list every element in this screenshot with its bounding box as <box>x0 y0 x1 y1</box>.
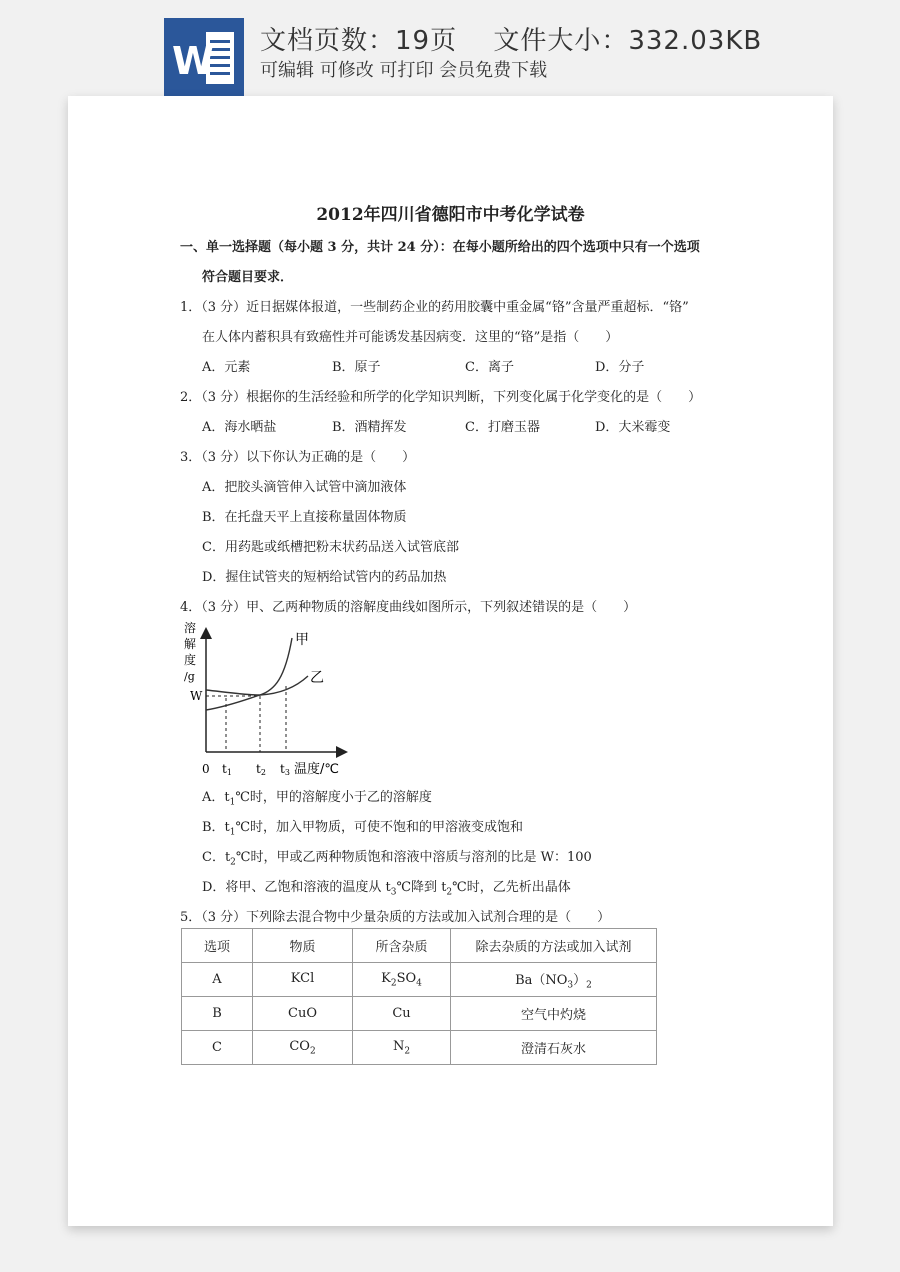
header-method: 除去杂质的方法或加入试剂 <box>451 929 657 963</box>
q2-option-d: D．大米霉变 <box>595 420 671 435</box>
x-tick-t1: t1 <box>222 762 232 777</box>
cell-method: $Ba(NO_3)_2$ <box>451 963 657 997</box>
cell-substance: KCl <box>253 963 353 997</box>
cell-impurity: $K_2SO_4$ <box>353 963 451 997</box>
cell-substance: CuO <box>253 997 353 1031</box>
y-axis-label-3: 度 <box>184 653 197 667</box>
header-subtitle: 可编辑 可修改 可打印 会员免费下载 <box>260 60 548 81</box>
header-title: 文档页数：19页 文件大小：332.03KB <box>260 26 763 56</box>
document-page <box>68 96 833 1226</box>
word-document-icon <box>164 18 244 98</box>
cell-impurity: Cu <box>353 997 451 1031</box>
header-substance: 物质 <box>253 929 353 963</box>
cell-method: 空气中灼烧 <box>451 997 657 1031</box>
q4-option-c: C．$t_2℃$时，甲或乙两种物质饱和溶液中溶质与溶剂的比是 W：100 <box>202 850 592 868</box>
svg-text:W: W <box>172 39 214 83</box>
series-jia-label: 甲 <box>295 632 309 648</box>
q1-option-d: D．分子 <box>595 360 645 375</box>
q3-option-d: D．握住试管夹的短柄给试管内的药品加热 <box>202 570 447 585</box>
header-banner <box>0 0 900 100</box>
q1-option-c: C．离子 <box>465 360 514 375</box>
q3-option-a: A．把胶头滴管伸入试管中滴加液体 <box>202 480 407 495</box>
x-tick-t2: t2 <box>256 762 266 777</box>
header-impurity: 所含杂质 <box>353 929 451 963</box>
q4-option-a: A．$t_1℃$时，甲的溶解度小于乙的溶解度 <box>202 790 432 808</box>
y-tick-w: W <box>190 689 203 703</box>
table-row <box>182 997 657 1031</box>
table-row <box>182 1031 657 1065</box>
solubility-chart <box>180 618 360 778</box>
x-tick-t3: t3 <box>280 762 290 777</box>
series-yi-curve <box>206 676 308 695</box>
series-yi-label: 乙 <box>310 670 324 686</box>
q1-option-b: B．原子 <box>332 360 381 375</box>
question-4: 4．（3 分）甲、乙两种物质的溶解度曲线如图所示，下列叙述错误的是（ ） <box>180 600 637 615</box>
y-axis-label-4: /g <box>184 670 195 683</box>
cell-substance: $CO_2$ <box>253 1031 353 1065</box>
document-title: 2012年四川省德阳市中考化学试卷 <box>316 205 585 225</box>
cell-option: A <box>182 963 253 997</box>
q2-option-c: C．打磨玉器 <box>465 420 540 435</box>
impurity-table <box>181 928 657 1065</box>
q4-option-b: B．$t_1℃$时，加入甲物质，可使不饱和的甲溶液变成饱和 <box>202 820 524 838</box>
header-option: 选项 <box>182 929 253 963</box>
x-axis-label: 温度/℃ <box>294 762 339 777</box>
x-origin-label: 0 <box>202 762 210 776</box>
question-3: 3．（3 分）以下你认为正确的是（ ） <box>180 450 416 465</box>
q3-option-b: B．在托盘天平上直接称量固体物质 <box>202 510 407 525</box>
q4-option-d: D．将甲、乙饱和溶液的温度从 $t_3℃$降到 $t_2℃$时，乙先析出晶体 <box>202 880 571 898</box>
q3-option-c: C．用药匙或纸槽把粉末状药品送入试管底部 <box>202 540 459 555</box>
question-2: 2．（3 分）根据你的生活经验和所学的化学知识判断，下列变化属于化学变化的是（ ） <box>180 390 702 405</box>
q2-option-a: A．海水晒盐 <box>202 420 277 435</box>
table-header-row <box>182 929 657 963</box>
q1-option-a: A．元素 <box>202 360 251 375</box>
question-5: 5．（3 分）下列除去混合物中少量杂质的方法或加入试剂合理的是（ ） <box>180 910 611 925</box>
cell-option: B <box>182 997 253 1031</box>
cell-method: 澄清石灰水 <box>451 1031 657 1065</box>
question-1-cont: 在人体内蓄积具有致癌性并可能诱发基因病变．这里的“铬”是指（ ） <box>202 330 619 345</box>
series-jia-curve <box>206 638 292 710</box>
section-heading-cont: 符合题目要求． <box>202 270 294 285</box>
section-heading: 一、单一选择题（每小题 3 分，共计 24 分）：在每小题所给出的四个选项中只有一个选项 <box>180 240 700 255</box>
cell-impurity: $N_2$ <box>353 1031 451 1065</box>
q2-option-b: B．酒精挥发 <box>332 420 407 435</box>
y-axis-label-1: 溶 <box>184 621 197 635</box>
y-axis-label-2: 解 <box>184 637 197 651</box>
question-1: 1．（3 分）近日据媒体报道，一些制药企业的药用胶囊中重金属“铬”含量严重超标．“铬” <box>180 300 689 315</box>
table-row <box>182 963 657 997</box>
cell-option: C <box>182 1031 253 1065</box>
